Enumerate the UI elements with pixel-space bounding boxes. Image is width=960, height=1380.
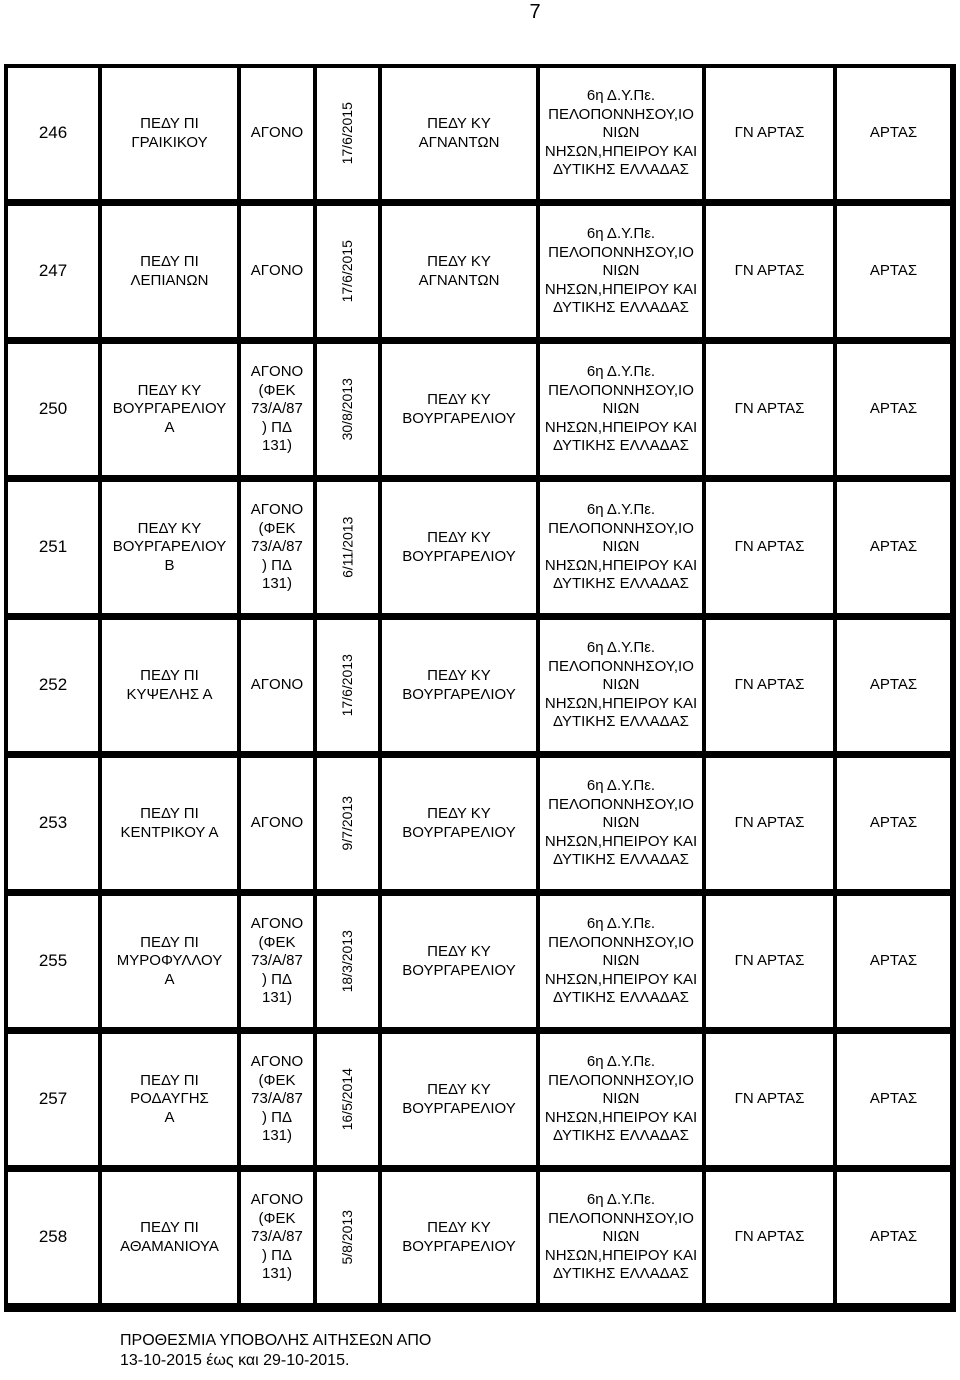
cell-text: 17/6/2015 xyxy=(339,102,356,165)
positions-table xyxy=(4,64,956,1312)
area-type-cell xyxy=(241,896,313,1027)
cell-line: ΠΕΔΥ ΠΙ xyxy=(140,1071,199,1089)
cell-text: ΓΝ ΑΡΤΑΣ xyxy=(734,1090,805,1108)
cell-line: ΝΗΣΩΝ,ΗΠΕΙΡΟΥ ΚΑΙ xyxy=(544,280,698,298)
health-region-cell xyxy=(540,68,702,199)
cell-line: ΝΙΩΝ xyxy=(602,676,640,694)
cell-line: ΔΥΤΙΚΗΣ ΕΛΛΑΔΑΣ xyxy=(553,989,689,1007)
table-row xyxy=(6,756,954,894)
cell-text: 250 xyxy=(38,399,68,419)
row-number-cell xyxy=(8,482,98,613)
unit-name-cell xyxy=(102,1172,237,1303)
area-type-cell xyxy=(241,620,313,751)
cell-text: 255 xyxy=(38,951,68,971)
cell-line: ΝΙΩΝ xyxy=(602,400,640,418)
cell-text: ΓΝ ΑΡΤΑΣ xyxy=(734,1228,805,1246)
cell-line: ΠΕΔΥ ΚΥ xyxy=(427,667,491,684)
cell-text: 18/3/2013 xyxy=(339,930,356,993)
cell-line: ΠΕΔΥ ΠΙ xyxy=(140,805,199,822)
cell-line: (ΦΕΚ xyxy=(258,1209,296,1227)
table-row xyxy=(6,342,954,480)
cell-line: ΚΕΝΤΡΙΚΟΥ Α xyxy=(120,823,219,841)
cell-line: ΠΕΛΟΠΟΝΝΗΣΟΥ,ΙΟ xyxy=(548,1071,694,1089)
health-center-cell xyxy=(382,344,536,475)
cell-text: ΓΝ ΑΡΤΑΣ xyxy=(734,262,805,280)
health-center-cell xyxy=(382,482,536,613)
prefecture-cell xyxy=(837,482,950,613)
cell-line: ΝΗΣΩΝ,ΗΠΕΙΡΟΥ ΚΑΙ xyxy=(544,1246,698,1264)
row-number-cell xyxy=(8,758,98,889)
health-region-cell xyxy=(540,1034,702,1165)
hospital-cell xyxy=(706,206,833,337)
cell-text: ΓΝ ΑΡΤΑΣ xyxy=(734,676,805,694)
cell-line: ΔΥΤΙΚΗΣ ΕΛΛΑΔΑΣ xyxy=(553,437,689,455)
cell-line: ΑΓΟΝΟ xyxy=(250,501,304,519)
date-cell xyxy=(317,482,378,613)
cell-text: ΑΡΤΑΣ xyxy=(869,1228,918,1246)
cell-line: (ΦΕΚ xyxy=(258,381,296,399)
cell-line: 6η Δ.Υ.Πε. xyxy=(586,777,656,795)
row-number-cell xyxy=(8,344,98,475)
row-number-cell xyxy=(8,1172,98,1303)
cell-line: 6η Δ.Υ.Πε. xyxy=(586,1191,656,1209)
cell-line: ΠΕΛΟΠΟΝΝΗΣΟΥ,ΙΟ xyxy=(548,657,694,675)
unit-name-cell xyxy=(102,344,237,475)
date-cell xyxy=(317,896,378,1027)
date-cell xyxy=(317,620,378,751)
cell-line: ΠΕΔΥ ΠΙ xyxy=(140,115,199,132)
unit-name-cell xyxy=(102,68,237,199)
cell-line: ΝΗΣΩΝ,ΗΠΕΙΡΟΥ ΚΑΙ xyxy=(544,832,698,850)
cell-text: 258 xyxy=(38,1227,68,1247)
cell-line: 131) xyxy=(261,575,293,593)
cell-line: ΠΕΛΟΠΟΝΝΗΣΟΥ,ΙΟ xyxy=(548,105,694,123)
cell-line: ΓΡΑΙΚΙΚΟΥ xyxy=(131,133,208,151)
health-region-cell xyxy=(540,758,702,889)
cell-line: ΔΥΤΙΚΗΣ ΕΛΛΑΔΑΣ xyxy=(553,1127,689,1145)
cell-line: 6η Δ.Υ.Πε. xyxy=(586,1053,656,1071)
cell-line: ΒΟΥΡΓΑΡΕΛΙΟΥ xyxy=(402,685,516,703)
cell-line: 73/Α/87 xyxy=(251,400,303,418)
area-type-cell xyxy=(241,1034,313,1165)
cell-text: 252 xyxy=(38,675,68,695)
prefecture-cell xyxy=(837,206,950,337)
cell-line: 6η Δ.Υ.Πε. xyxy=(586,87,656,105)
cell-line: ) ΠΔ xyxy=(261,1108,292,1126)
cell-line: ΑΓΟΝΟ xyxy=(250,1191,304,1209)
page-number: 7 xyxy=(529,1,541,23)
prefecture-cell xyxy=(837,68,950,199)
hospital-cell xyxy=(706,68,833,199)
area-type-cell xyxy=(241,758,313,889)
prefecture-cell xyxy=(837,896,950,1027)
footer-line: ΠΡΟΘΕΣΜΙΑ ΥΠΟΒΟΛΗΣ ΑΙΤΗΣΕΩΝ ΑΠΟ xyxy=(120,1332,432,1349)
health-center-cell xyxy=(382,206,536,337)
area-type-cell xyxy=(241,344,313,475)
health-region-cell xyxy=(540,482,702,613)
hospital-cell xyxy=(706,344,833,475)
cell-line: ΒΟΥΡΓΑΡΕΛΙΟΥ xyxy=(402,409,516,427)
cell-line: ΠΕΔΥ ΚΥ xyxy=(427,529,491,546)
cell-line: ΔΥΤΙΚΗΣ ΕΛΛΑΔΑΣ xyxy=(553,161,689,179)
date-cell xyxy=(317,68,378,199)
cell-text: ΓΝ ΑΡΤΑΣ xyxy=(734,952,805,970)
row-number-cell xyxy=(8,896,98,1027)
cell-line: 73/Α/87 xyxy=(251,538,303,556)
prefecture-cell xyxy=(837,620,950,751)
prefecture-cell xyxy=(837,1034,950,1165)
table-row xyxy=(6,204,954,342)
health-center-cell xyxy=(382,68,536,199)
cell-line: ΑΓΟΝΟ xyxy=(250,363,304,381)
cell-line: 6η Δ.Υ.Πε. xyxy=(586,639,656,657)
cell-line: ΑΘΑΜΑΝΙΟΥΑ xyxy=(120,1237,219,1255)
cell-text: 246 xyxy=(38,123,68,143)
cell-text: 6/11/2013 xyxy=(339,516,356,579)
health-center-cell xyxy=(382,1034,536,1165)
cell-text: ΑΡΤΑΣ xyxy=(869,1090,918,1108)
cell-line: ΑΓΝΑΝΤΩΝ xyxy=(418,133,500,151)
cell-line: ΠΕΛΟΠΟΝΝΗΣΟΥ,ΙΟ xyxy=(548,795,694,813)
cell-line: ΠΕΔΥ ΠΙ xyxy=(140,667,199,684)
cell-line: 73/Α/87 xyxy=(251,952,303,970)
cell-line: ΒΟΥΡΓΑΡΕΛΙΟΥ xyxy=(402,961,516,979)
cell-line: ΠΕΛΟΠΟΝΝΗΣΟΥ,ΙΟ xyxy=(548,1209,694,1227)
cell-text: ΓΝ ΑΡΤΑΣ xyxy=(734,538,805,556)
health-region-cell xyxy=(540,896,702,1027)
cell-line: 6η Δ.Υ.Πε. xyxy=(586,915,656,933)
area-type-cell xyxy=(241,1172,313,1303)
area-type-cell xyxy=(241,206,313,337)
cell-line: ΒΟΥΡΓΑΡΕΛΙΟΥ xyxy=(402,547,516,565)
cell-line: ΒΟΥΡΓΑΡΕΛΙΟΥ xyxy=(112,538,227,556)
unit-name-cell xyxy=(102,896,237,1027)
cell-line: ΔΥΤΙΚΗΣ ΕΛΛΑΔΑΣ xyxy=(553,851,689,869)
footer-line: 13-10-2015 έως και 29-10-2015. xyxy=(120,1352,350,1369)
cell-line: (ΦΕΚ xyxy=(258,933,296,951)
cell-text: ΑΡΤΑΣ xyxy=(869,952,918,970)
cell-line: Α xyxy=(164,1108,175,1126)
cell-line: (ΦΕΚ xyxy=(258,519,296,537)
cell-line: ΑΓΟΝΟ xyxy=(250,262,304,280)
cell-line: ΠΕΔΥ ΚΥ xyxy=(427,805,491,822)
cell-line: ΝΗΣΩΝ,ΗΠΕΙΡΟΥ ΚΑΙ xyxy=(544,1108,698,1126)
cell-line: Β xyxy=(164,556,175,574)
table-row xyxy=(6,1032,954,1170)
date-cell xyxy=(317,758,378,889)
cell-text: ΑΡΤΑΣ xyxy=(869,262,918,280)
health-region-cell xyxy=(540,206,702,337)
health-region-cell xyxy=(540,1172,702,1303)
cell-line: ΑΓΟΝΟ xyxy=(250,915,304,933)
cell-text: ΑΡΤΑΣ xyxy=(869,538,918,556)
cell-line: ΝΗΣΩΝ,ΗΠΕΙΡΟΥ ΚΑΙ xyxy=(544,418,698,436)
cell-line: ) ΠΔ xyxy=(261,970,292,988)
cell-line: ΑΓΟΝΟ xyxy=(250,814,304,832)
cell-line: ΔΥΤΙΚΗΣ ΕΛΛΑΔΑΣ xyxy=(553,1265,689,1283)
cell-line: 6η Δ.Υ.Πε. xyxy=(586,363,656,381)
table-row xyxy=(6,618,954,756)
unit-name-cell xyxy=(102,1034,237,1165)
table-row xyxy=(6,480,954,618)
hospital-cell xyxy=(706,758,833,889)
cell-line: Α xyxy=(164,970,175,988)
cell-text: ΑΡΤΑΣ xyxy=(869,124,918,142)
date-cell xyxy=(317,1172,378,1303)
row-number-cell xyxy=(8,206,98,337)
cell-text: ΓΝ ΑΡΤΑΣ xyxy=(734,124,805,142)
cell-line: ΠΕΛΟΠΟΝΝΗΣΟΥ,ΙΟ xyxy=(548,933,694,951)
cell-line: ΠΕΔΥ ΚΥ xyxy=(137,381,202,399)
cell-line: ΝΗΣΩΝ,ΗΠΕΙΡΟΥ ΚΑΙ xyxy=(544,970,698,988)
cell-line: ΛΕΠΙΑΝΩΝ xyxy=(130,271,209,289)
hospital-cell xyxy=(706,1172,833,1303)
hospital-cell xyxy=(706,1034,833,1165)
cell-text: 5/8/2013 xyxy=(339,1210,356,1265)
cell-line: Α xyxy=(164,418,175,436)
cell-line: ΠΕΔΥ ΚΥ xyxy=(427,943,491,960)
cell-line: ΠΕΔΥ ΚΥ xyxy=(427,115,491,132)
cell-line: 6η Δ.Υ.Πε. xyxy=(586,225,656,243)
cell-line: ΒΟΥΡΓΑΡΕΛΙΟΥ xyxy=(402,1099,516,1117)
cell-line: ΑΓΝΑΝΤΩΝ xyxy=(418,271,500,289)
row-number-cell xyxy=(8,68,98,199)
cell-line: 131) xyxy=(261,1127,293,1145)
health-center-cell xyxy=(382,758,536,889)
cell-line: ) ΠΔ xyxy=(261,1246,292,1264)
table-row xyxy=(6,1170,954,1308)
cell-line: ΠΕΔΥ ΚΥ xyxy=(427,253,491,270)
cell-line: ΔΥΤΙΚΗΣ ΕΛΛΑΔΑΣ xyxy=(553,713,689,731)
cell-line: ΡΟΔΑΥΓΗΣ xyxy=(130,1090,209,1108)
cell-line: ΠΕΔΥ ΚΥ xyxy=(427,1219,491,1236)
cell-line: 73/Α/87 xyxy=(251,1228,303,1246)
prefecture-cell xyxy=(837,758,950,889)
cell-text: 251 xyxy=(38,537,68,557)
cell-text: ΑΡΤΑΣ xyxy=(869,400,918,418)
unit-name-cell xyxy=(102,620,237,751)
hospital-cell xyxy=(706,482,833,613)
cell-text: 17/6/2015 xyxy=(339,240,356,303)
cell-line: ) ΠΔ xyxy=(261,556,292,574)
cell-line: ΝΙΩΝ xyxy=(602,124,640,142)
cell-text: 253 xyxy=(38,813,68,833)
health-region-cell xyxy=(540,344,702,475)
cell-text: 247 xyxy=(38,261,68,281)
unit-name-cell xyxy=(102,206,237,337)
cell-text: ΑΡΤΑΣ xyxy=(869,676,918,694)
cell-text: ΑΡΤΑΣ xyxy=(869,814,918,832)
cell-line: ΑΓΟΝΟ xyxy=(250,676,304,694)
table-row xyxy=(6,894,954,1032)
cell-line: ) ΠΔ xyxy=(261,418,292,436)
cell-line: ΝΙΩΝ xyxy=(602,814,640,832)
health-center-cell xyxy=(382,1172,536,1303)
cell-line: ΔΥΤΙΚΗΣ ΕΛΛΑΔΑΣ xyxy=(553,575,689,593)
application-deadline-note xyxy=(120,1331,431,1371)
cell-line: 131) xyxy=(261,437,293,455)
cell-line: ΠΕΛΟΠΟΝΝΗΣΟΥ,ΙΟ xyxy=(548,243,694,261)
prefecture-cell xyxy=(837,1172,950,1303)
area-type-cell xyxy=(241,68,313,199)
cell-line: ΝΗΣΩΝ,ΗΠΕΙΡΟΥ ΚΑΙ xyxy=(544,556,698,574)
unit-name-cell xyxy=(102,758,237,889)
cell-line: ΠΕΔΥ ΠΙ xyxy=(140,933,199,951)
cell-line: ΜΥΡΟΦΥΛΛΟΥ xyxy=(116,952,223,970)
cell-text: 9/7/2013 xyxy=(339,796,356,851)
cell-line: ΝΙΩΝ xyxy=(602,1228,640,1246)
cell-text: ΓΝ ΑΡΤΑΣ xyxy=(734,400,805,418)
date-cell xyxy=(317,1034,378,1165)
table-row xyxy=(6,66,954,204)
cell-line: ΝΙΩΝ xyxy=(602,538,640,556)
cell-line: 131) xyxy=(261,989,293,1007)
cell-text: 257 xyxy=(38,1089,68,1109)
cell-line: ΠΕΔΥ ΚΥ xyxy=(137,519,202,537)
cell-line: ΒΟΥΡΓΑΡΕΛΙΟΥ xyxy=(402,823,516,841)
cell-line: ΠΕΛΟΠΟΝΝΗΣΟΥ,ΙΟ xyxy=(548,519,694,537)
cell-line: ΑΓΟΝΟ xyxy=(250,124,304,142)
prefecture-cell xyxy=(837,344,950,475)
cell-line: ΝΙΩΝ xyxy=(602,262,640,280)
cell-line: ΑΓΟΝΟ xyxy=(250,1053,304,1071)
cell-line: (ΦΕΚ xyxy=(258,1071,296,1089)
health-region-cell xyxy=(540,620,702,751)
cell-line: 6η Δ.Υ.Πε. xyxy=(586,501,656,519)
area-type-cell xyxy=(241,482,313,613)
date-cell xyxy=(317,206,378,337)
row-number-cell xyxy=(8,1034,98,1165)
cell-line: ΝΗΣΩΝ,ΗΠΕΙΡΟΥ ΚΑΙ xyxy=(544,142,698,160)
cell-line: ΠΕΔΥ ΠΙ xyxy=(140,253,199,270)
cell-line: 73/Α/87 xyxy=(251,1090,303,1108)
cell-line: ΝΙΩΝ xyxy=(602,952,640,970)
cell-line: ΝΙΩΝ xyxy=(602,1090,640,1108)
cell-line: 131) xyxy=(261,1265,293,1283)
hospital-cell xyxy=(706,620,833,751)
cell-text: 16/5/2014 xyxy=(339,1068,356,1131)
cell-line: ΠΕΔΥ ΚΥ xyxy=(427,1081,491,1098)
cell-text: 30/8/2013 xyxy=(339,378,356,441)
cell-line: ΚΥΨΕΛΗΣ Α xyxy=(126,685,213,703)
row-number-cell xyxy=(8,620,98,751)
cell-line: ΒΟΥΡΓΑΡΕΛΙΟΥ xyxy=(402,1237,516,1255)
date-cell xyxy=(317,344,378,475)
health-center-cell xyxy=(382,896,536,1027)
cell-line: ΝΗΣΩΝ,ΗΠΕΙΡΟΥ ΚΑΙ xyxy=(544,694,698,712)
cell-text: 17/6/2013 xyxy=(339,654,356,717)
health-center-cell xyxy=(382,620,536,751)
cell-text: ΓΝ ΑΡΤΑΣ xyxy=(734,814,805,832)
hospital-cell xyxy=(706,896,833,1027)
cell-line: ΠΕΛΟΠΟΝΝΗΣΟΥ,ΙΟ xyxy=(548,381,694,399)
cell-line: ΠΕΔΥ ΠΙ xyxy=(140,1219,199,1236)
cell-line: ΒΟΥΡΓΑΡΕΛΙΟΥ xyxy=(112,400,227,418)
unit-name-cell xyxy=(102,482,237,613)
cell-line: ΠΕΔΥ ΚΥ xyxy=(427,391,491,408)
cell-line: ΔΥΤΙΚΗΣ ΕΛΛΑΔΑΣ xyxy=(553,299,689,317)
